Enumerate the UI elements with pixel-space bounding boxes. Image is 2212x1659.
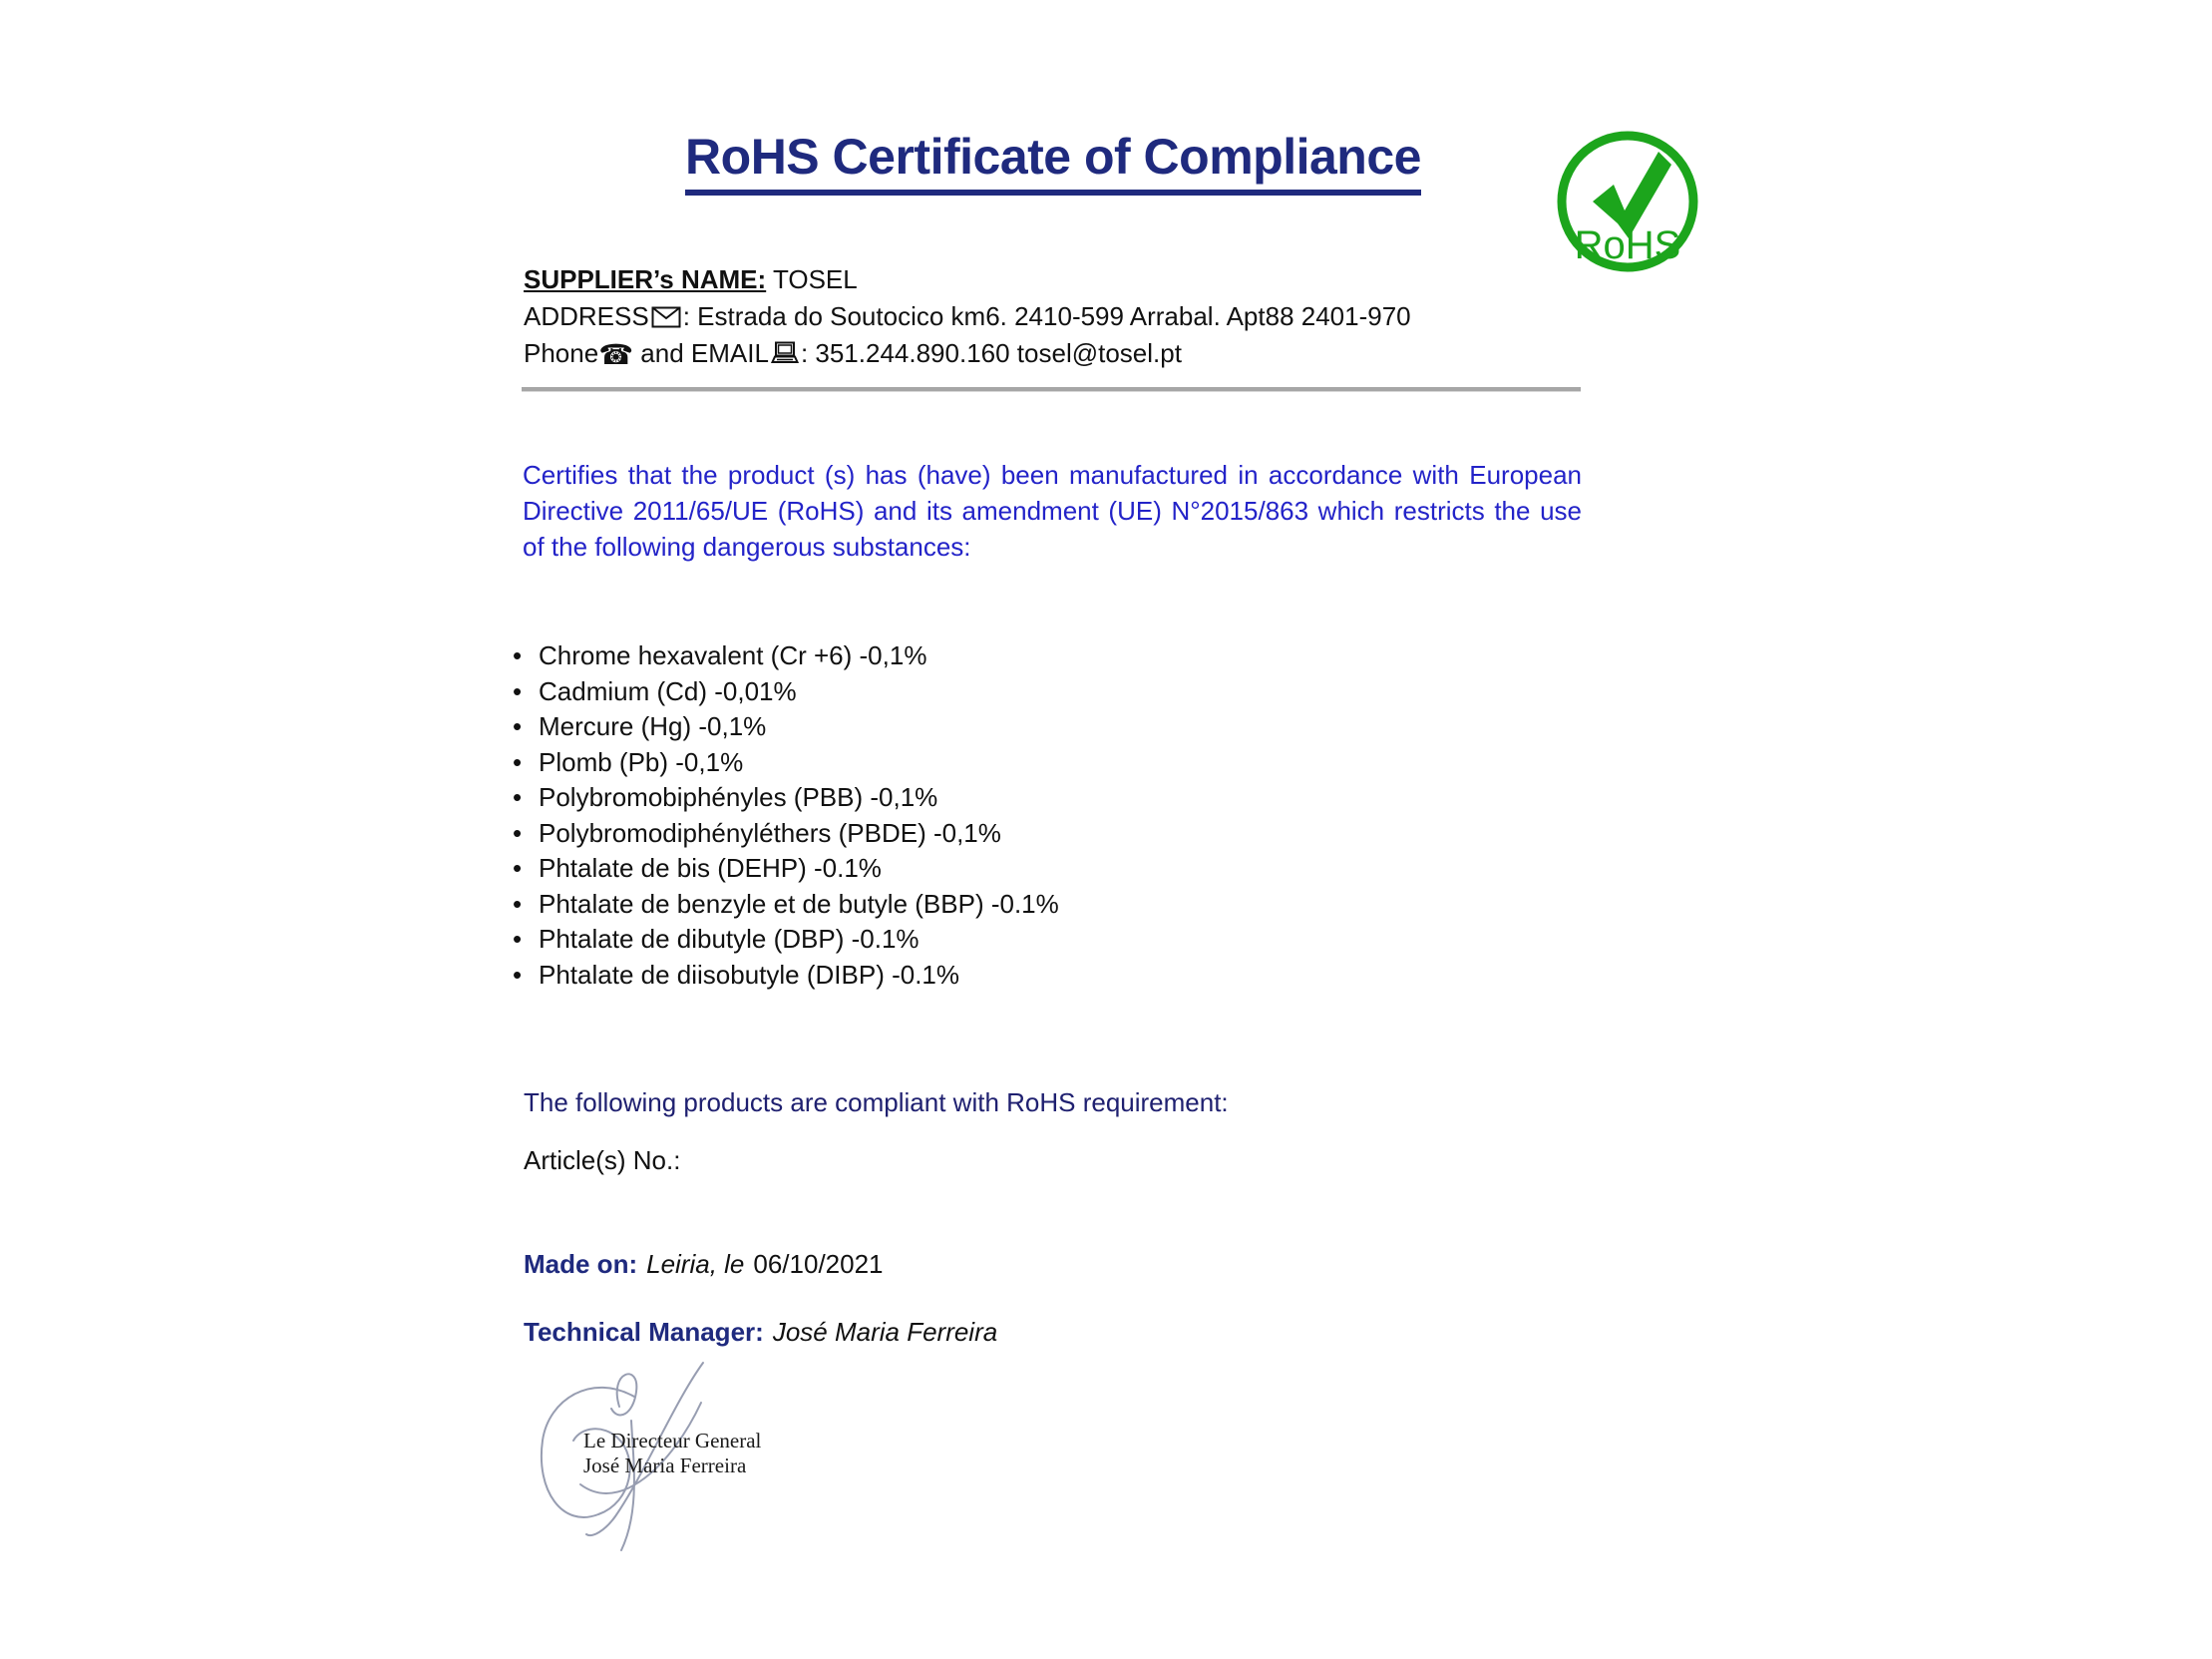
substance-item: • Polybromodiphényléthers (PBDE) -0,1% [513, 816, 1059, 852]
address-label: ADDRESS [524, 301, 649, 331]
made-on-line [524, 1249, 884, 1280]
rohs-logo-label: RoHS [1574, 223, 1681, 267]
phone-icon: ☎ [598, 339, 634, 370]
article-number-label: Article(s) No.: [524, 1145, 681, 1175]
signature-text [583, 1429, 761, 1478]
supplier-name-label: SUPPLIER’s NAME: [524, 264, 767, 294]
substance-item: • Polybromobiphényles (PBB) -0,1% [513, 780, 1059, 816]
contact-sep: : [800, 338, 816, 368]
signature-block [519, 1359, 818, 1558]
supplier-name-line [524, 261, 1411, 298]
envelope-icon [651, 306, 681, 328]
supplier-block [524, 261, 1411, 373]
supplier-contact-line [524, 335, 1411, 373]
technical-manager-label: Technical Manager: [524, 1317, 764, 1347]
technical-manager-line [524, 1317, 997, 1348]
made-on-place: Leiria, le [646, 1249, 745, 1279]
title-wrap [524, 128, 1583, 196]
made-on-label: Made on: [524, 1249, 638, 1279]
substance-item: • Cadmium (Cd) -0,01% [513, 674, 1059, 710]
rohs-logo [1552, 126, 1703, 277]
phone-label: Phone [524, 338, 599, 368]
compliance-statement: The following products are compliant with RoHS requirement: [524, 1087, 1229, 1117]
substances-list [513, 638, 1059, 993]
substance-item: • Phtalate de diisobutyle (DIBP) -0.1% [513, 958, 1059, 994]
address-value: Estrada do Soutocico km6. 2410-599 Arrabal. Apt88 2401-970 [697, 301, 1411, 331]
technical-manager-name: José Maria Ferreira [772, 1317, 998, 1347]
substance-item: • Phtalate de dibutyle (DBP) -0.1% [513, 922, 1059, 958]
substance-item: • Plomb (Pb) -0,1% [513, 745, 1059, 781]
signature-title: Le Directeur General [583, 1429, 762, 1452]
certification-paragraph: Certifies that the product (s) has (have) been manufactured in accordance with European Directive 2011/65/UE (RoHS) and its amendment (UE) N°2015/863 which restricts the use of the following dangerous substances: [523, 460, 1582, 562]
signature-name: José Maria Ferreira [583, 1453, 747, 1477]
contact-value: 351.244.890.160 tosel@tosel.pt [815, 338, 1182, 368]
substance-item: • Chrome hexavalent (Cr +6) -0,1% [513, 638, 1059, 674]
substance-item: • Phtalate de benzyle et de butyle (BBP) -0.1% [513, 887, 1059, 923]
substance-item: • Phtalate de bis (DEHP) -0.1% [513, 851, 1059, 887]
horizontal-rule [522, 387, 1581, 392]
email-conj: and EMAIL [633, 338, 769, 368]
address-sep: : [682, 301, 698, 331]
substance-item: • Mercure (Hg) -0,1% [513, 709, 1059, 745]
page-title: RoHS Certificate of Compliance [685, 128, 1421, 196]
computer-icon [771, 341, 799, 365]
made-on-date: 06/10/2021 [753, 1249, 884, 1279]
supplier-address-line [524, 298, 1411, 335]
supplier-name-value: TOSEL [772, 264, 858, 294]
